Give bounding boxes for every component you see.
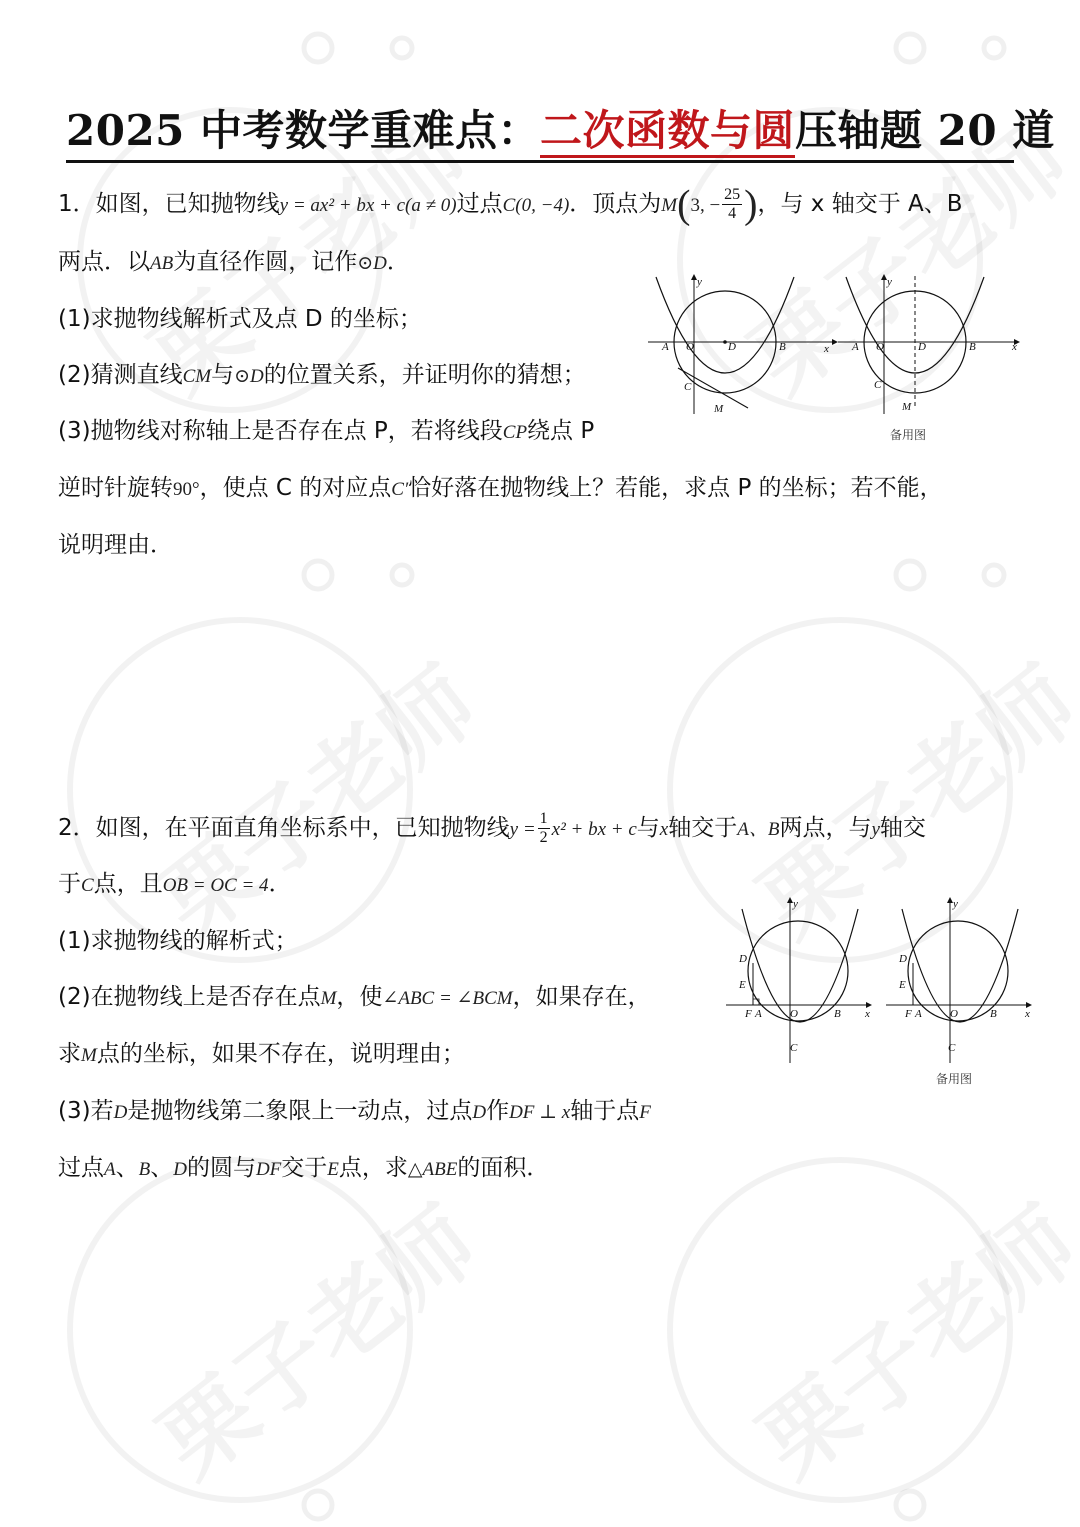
fraction-denominator: 4 [728, 205, 737, 222]
q2-text: 点，且 [93, 871, 163, 897]
label-x: x [824, 343, 829, 355]
watermark-ring [70, 1160, 410, 1500]
q2-fraction [538, 810, 550, 847]
q1-text: 两点．以 [58, 249, 150, 275]
watermark-text [140, 1187, 496, 1499]
q1-part-3-cont [58, 471, 943, 507]
q2-point-a: A [104, 1159, 116, 1180]
q2-text: 两点，与 [779, 815, 872, 841]
q2-figure-main [724, 893, 884, 1068]
q2-text: 作 [486, 1098, 510, 1124]
q2-text: 是抛物线第二象限上一动点，过点 [127, 1098, 473, 1124]
q2-text: 轴于点 [570, 1098, 640, 1124]
watermark-dot [896, 1491, 924, 1519]
q2-text: (3)若 [58, 1098, 114, 1124]
title-suffix: 压轴题 20 道 [795, 106, 1055, 155]
q2-text: 轴交 [879, 815, 926, 841]
q2-text: ． [268, 871, 292, 897]
q2-point-d: D [472, 1102, 487, 1123]
label-a: A [662, 341, 669, 353]
label-d: D [739, 953, 747, 965]
label-x: x [1012, 341, 1017, 353]
label-e: E [899, 979, 906, 991]
label-c: C [948, 1042, 956, 1054]
q2-part-3-cont [58, 1151, 549, 1187]
q2-text: 过点 [58, 1155, 104, 1181]
q1-text: 的位置关系，并证明你的猜想； [263, 362, 586, 388]
q2-points-ab: A、B [737, 819, 780, 840]
watermark-dot [304, 561, 332, 589]
label-y: y [953, 898, 958, 910]
q2-point-d: D [173, 1159, 187, 1180]
q1-text: 与 [211, 362, 235, 388]
q2-line-2 [58, 867, 292, 903]
q1-paren-right: ) [744, 181, 758, 227]
q1-figure-main [648, 272, 838, 422]
watermark-dot [984, 38, 1004, 58]
q1-part-3 [58, 414, 594, 450]
q2-segment-df: DF [255, 1159, 282, 1180]
q1-point-c: C(0, −4) [502, 195, 570, 216]
q1-figure-backup [838, 272, 1028, 442]
q2-point-b: B [138, 1159, 151, 1180]
backup-caption: 备用图 [890, 428, 927, 442]
label-x: x [865, 1008, 870, 1020]
q2-angle-condition: ∠ABC = ∠BCM [382, 988, 513, 1009]
q1-equation: y = ax² + bx + c(a ≠ 0) [279, 195, 457, 216]
q1-text: (3)抛物线对称轴上是否存在点 P，若将线段 [58, 418, 503, 444]
watermark-dot [392, 38, 412, 58]
q2-part-2 [58, 980, 651, 1016]
watermark-ring [70, 620, 410, 960]
point-d [723, 340, 727, 344]
label-d: D [918, 341, 926, 353]
q2-text: 于 [58, 871, 81, 897]
fraction-numerator: 25 [724, 186, 741, 203]
q2-text: 2．如图，在平面直角坐标系中，已知抛物线 [58, 815, 510, 841]
circle-abd [908, 921, 1008, 1021]
watermark-dot [392, 565, 412, 585]
title-highlight: 二次函数与圆 [540, 106, 795, 158]
q1-circle-d: ⊙D [357, 253, 387, 274]
backup-caption: 备用图 [936, 1072, 973, 1086]
q1-segment-cp: CP [502, 422, 528, 443]
watermark-dot [304, 1491, 332, 1519]
q2-text: 、 [150, 1155, 174, 1181]
q1-text: (2)猜测直线 [58, 362, 183, 388]
q1-text: ．顶点为 [569, 191, 662, 217]
q1-text: ，与 x 轴交于 A、B [757, 191, 963, 217]
label-c: C [874, 379, 882, 391]
q2-text: 与 [636, 815, 660, 841]
circle-abd [748, 921, 848, 1021]
q1-vertex-fraction [722, 186, 742, 223]
q1-angle: 90° [173, 479, 200, 500]
q2-text: ，使 [336, 984, 383, 1010]
label-e: E [739, 979, 746, 991]
q1-part-1: (1)求抛物线解析式及点 D 的坐标； [58, 306, 422, 332]
q2-figure-backup [884, 893, 1044, 1088]
q2-point-d: D [113, 1102, 128, 1123]
q2-y: y [871, 819, 880, 840]
q1-text: 过点 [456, 191, 503, 217]
q1-line-2 [58, 245, 410, 281]
q2-condition: OB = OC = 4 [162, 875, 269, 896]
q2-text: (2)在抛物线上是否存在点 [58, 984, 321, 1010]
q2-text: 、 [115, 1155, 139, 1181]
label-y: y [697, 276, 702, 288]
watermark-dot [896, 34, 924, 62]
q1-text: 绕点 P [527, 418, 595, 444]
q2-text: 的面积． [457, 1155, 550, 1181]
label-o: O [950, 1008, 958, 1020]
q2-part-2-cont [58, 1037, 465, 1073]
label-a: A [852, 341, 859, 353]
label-y: y [793, 898, 798, 910]
q2-text: 点的坐标，如果不存在，说明理由； [96, 1041, 465, 1067]
q1-vertex-x: 3, − [690, 195, 721, 216]
label-a: A [755, 1008, 762, 1020]
label-f: F [905, 1008, 912, 1020]
watermark-text [740, 1187, 1080, 1499]
watermark-dot [304, 34, 332, 62]
label-o: O [686, 341, 694, 353]
q1-part-3-end: 说明理由． [58, 532, 173, 558]
q2-x: x [659, 819, 669, 840]
label-m: M [902, 401, 912, 413]
q2-equation-rhs: x² + bx + c [551, 819, 637, 840]
watermark-ring [670, 1160, 1010, 1500]
title-prefix: 2025 中考数学重难点： [66, 106, 541, 155]
label-b: B [969, 341, 976, 353]
q2-point-m: M [81, 1045, 97, 1066]
q1-paren-left: ( [677, 181, 691, 227]
page-title [66, 102, 1055, 163]
q1-segment-ab: AB [150, 253, 174, 274]
q2-triangle-abe: △ABE [407, 1159, 458, 1180]
label-y: y [887, 276, 892, 288]
q2-point-f: F [639, 1102, 651, 1123]
watermark-dot [896, 561, 924, 589]
q2-perpendicular: DF ⊥ x [509, 1102, 571, 1123]
label-b: B [779, 341, 786, 353]
label-f: F [745, 1008, 752, 1020]
q1-point-c-prime: C′ [391, 479, 409, 500]
q2-part-1: (1)求抛物线的解析式； [58, 928, 298, 954]
label-d: D [728, 341, 736, 353]
q1-text: ． [386, 249, 410, 275]
label-m: M [714, 403, 724, 415]
label-b: B [990, 1008, 997, 1020]
label-x: x [1025, 1008, 1030, 1020]
q1-text: 逆时针旋转 [58, 475, 173, 501]
label-c: C [790, 1042, 798, 1054]
q2-point-c: C [81, 875, 94, 896]
q1-line-1 [58, 181, 963, 227]
q2-text: ，如果存在， [512, 984, 651, 1010]
fraction-denominator: 2 [539, 829, 548, 846]
q1-vertex-label: M [661, 195, 678, 216]
label-o: O [876, 341, 884, 353]
label-a: A [915, 1008, 922, 1020]
watermark-dot [984, 565, 1004, 585]
q1-text: 恰好落在抛物线上？若能，求点 P 的坐标；若不能， [408, 475, 943, 501]
watermark-text [140, 647, 496, 959]
fraction-numerator: 1 [539, 810, 548, 827]
label-c: C [684, 381, 692, 393]
q1-text: 1．如图，已知抛物线 [58, 191, 280, 217]
q2-text: 点，求 [338, 1155, 408, 1181]
q1-part-2 [58, 358, 586, 394]
q1-circle-d: ⊙D [234, 366, 264, 387]
q2-text: 交于 [281, 1155, 328, 1181]
q2-part-3 [58, 1094, 651, 1130]
q2-point-e: E [327, 1159, 339, 1180]
q2-text: 的圆与 [186, 1155, 256, 1181]
q1-text: 为直径作圆，记作 [173, 249, 358, 275]
label-b: B [834, 1008, 841, 1020]
q2-line-1 [58, 810, 926, 847]
q1-text: ，使点 C 的对应点 [199, 475, 392, 501]
q2-point-m: M [320, 988, 337, 1009]
label-o: O [790, 1008, 798, 1020]
q2-text: 轴交于 [668, 815, 738, 841]
q1-line-cm: CM [182, 366, 212, 387]
q2-equation-lhs: y = [509, 819, 536, 840]
label-d: D [899, 953, 907, 965]
q2-text: 求 [58, 1041, 81, 1067]
